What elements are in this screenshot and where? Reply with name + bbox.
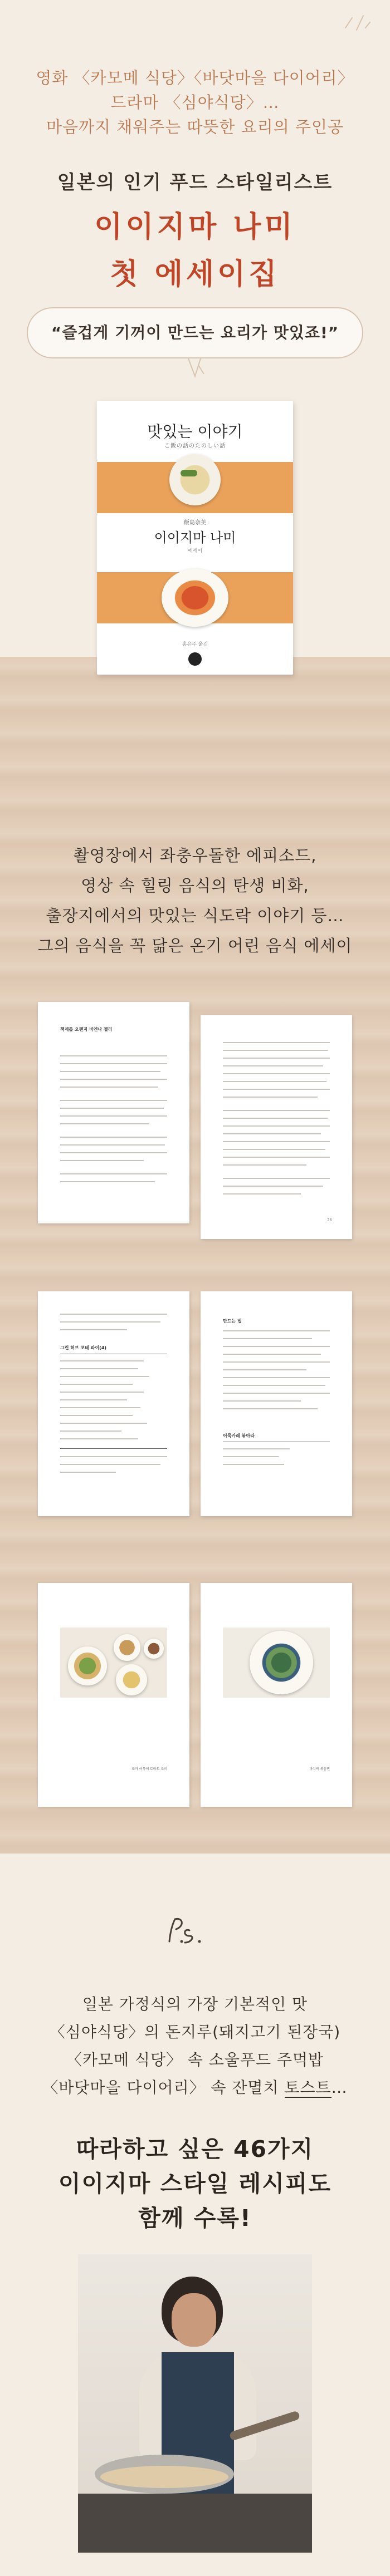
sample-page-2 (201, 1015, 352, 1239)
noodle-bowl-image (169, 454, 221, 505)
author-cooking-photo-image (78, 2254, 312, 2553)
book-translator: 홍은주 옮김 (182, 642, 208, 647)
book-title: 맛있는 이야기 (147, 422, 243, 441)
sample-page-3 (38, 1291, 189, 1516)
sample-page-heading: 책제를 오렌지 비엔나 젤리 (60, 1027, 113, 1032)
ps-headline-1: 따라하고 싶은 46가지 (76, 2136, 314, 2162)
story-line-1: 촬영장에서 좌충우돌한 에피소드, (73, 846, 317, 865)
ps-line-3: 〈카모메 식당〉 속 소울푸드 주먹밥 (66, 2051, 324, 2069)
intro-lines (0, 66, 390, 139)
book-author-jp: 飯島奈美 (184, 520, 206, 526)
ps-headline-3: 함께 수록! (138, 2205, 252, 2231)
book-photo-strip-top (97, 462, 293, 513)
ps-headline (0, 2132, 390, 2235)
ps-handwritten-icon (163, 1914, 230, 1953)
headline-author: 이이지마 나미 (94, 210, 296, 244)
publisher-logo-icon (188, 652, 202, 666)
ps-headline-2: 이이지마 스타일 레시피도 (58, 2170, 332, 2197)
book-genre: 에세이 (187, 548, 203, 554)
photo-caption: 포카 어묵에 토마토 조미 (131, 1767, 167, 1771)
green-garnish-image (181, 470, 197, 476)
pasta-plate-image (162, 569, 228, 627)
book-cover (97, 401, 293, 675)
ps-line-2: 〈심야식당〉의 돈지루(돼지고기 된장국) (49, 2023, 341, 2041)
ps-line-1: 일본 가정식의 가장 기본적인 맛 (82, 1995, 308, 2013)
story-lines (0, 840, 390, 961)
sample-page-6 (201, 1583, 352, 1807)
ps-section (0, 1854, 390, 2576)
sample-page-1 (38, 1002, 189, 1223)
recipe-sub-heading: 어묵카레 볶아라 (223, 1433, 255, 1438)
ps-underlined-word: 토스트 (284, 2078, 332, 2097)
intro-line-1: 영화 〈카모메 식당〉〈바닷마을 다이어리〉 (36, 68, 354, 87)
quote-text: “즐겁게 기꺼이 만드는 요리가 맛있죠!” (51, 323, 339, 342)
speech-tail-icon (184, 357, 206, 380)
headline (0, 167, 390, 292)
ps-lines (0, 1990, 390, 2102)
recipe-steps-heading: 만드는 법 (223, 1319, 242, 1324)
book-photo-strip-bottom (97, 572, 293, 623)
headline-title: 첫 에세이집 (110, 258, 280, 291)
intro-line-2: 드라마 〈심야식당〉… (110, 93, 280, 112)
story-section (0, 657, 390, 1854)
quote-bubble (27, 307, 363, 358)
intro-line-3: 마음까지 채워주는 따뜻한 요리의 주인공 (46, 117, 344, 136)
story-line-4: 그의 음식을 꼭 닮은 온기 어린 음식 에세이 (37, 936, 353, 955)
headline-subtitle: 일본의 인기 푸드 스타일리스트 (57, 171, 333, 194)
sparkle-decoration-icon (340, 11, 373, 33)
ps-line-4: 〈바닷마을 다이어리〉 속 잔멸치 토스트… (42, 2078, 348, 2097)
book-subtitle: こ飯の話のたのしい話 (164, 443, 226, 449)
sample-page-5 (38, 1583, 189, 1807)
photo-caption-2: 바지락 볶음면 (309, 1767, 330, 1771)
story-line-2: 영상 속 힐링 음식의 탄생 비화, (81, 876, 309, 895)
salad-photo-image (223, 1628, 330, 1698)
book-author: 이이지마 나미 (154, 530, 236, 545)
sample-page-4 (201, 1291, 352, 1516)
meal-photo-image (60, 1628, 167, 1698)
story-line-3: 출장지에서의 맛있는 식도락 이야기 등… (46, 906, 344, 925)
recipe-title: 그린 허브 포테 파이(4) (60, 1345, 107, 1350)
page-number: 26 (327, 1218, 332, 1222)
